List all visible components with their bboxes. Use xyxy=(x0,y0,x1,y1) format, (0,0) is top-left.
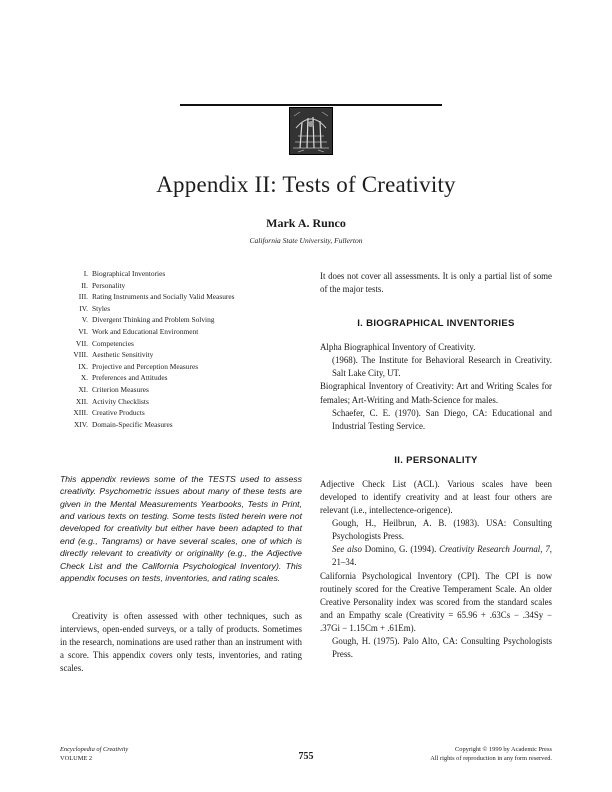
toc-label: Biographical Inventories xyxy=(92,269,166,278)
toc-item[interactable] xyxy=(60,314,300,326)
toc-number: I. xyxy=(83,269,88,278)
toc-item[interactable] xyxy=(60,372,300,384)
toc-item[interactable] xyxy=(60,268,300,280)
toc-label: Domain-Specific Measures xyxy=(92,419,173,429)
toc-label: Work and Educational Environment xyxy=(92,326,199,336)
toc-item[interactable] xyxy=(60,291,300,303)
rights-line: All rights of reproduction in any form reserved. xyxy=(430,754,552,762)
entry-reference: Gough, H. (1975). Palo Alto, CA: Consulting Psychologists Press. xyxy=(332,635,552,660)
encyclopedia-name: Encyclopedia of Creativity xyxy=(60,746,129,753)
footer-right xyxy=(430,746,552,763)
toc-label: Projective and Perception Measures xyxy=(92,361,199,371)
entry-reference: Schaefer, C. E. (1970). San Diego, CA: Educational and Industrial Testing Service. xyxy=(332,407,552,431)
toc-number: XII. xyxy=(75,396,88,406)
toc-number: VII. xyxy=(75,338,88,348)
section-heading-biographical: I. BIOGRAPHICAL INVENTORIES xyxy=(357,318,515,330)
toc-item[interactable] xyxy=(60,361,300,373)
toc-number: VI. xyxy=(78,326,88,336)
section-heading-personality: II. PERSONALITY xyxy=(394,454,478,466)
toc-item[interactable] xyxy=(60,407,300,419)
toc-number: XI. xyxy=(78,384,88,394)
see-also-label: See also xyxy=(332,544,362,555)
toc-item[interactable] xyxy=(60,419,300,431)
author-name: Mark A. Runco xyxy=(266,216,346,230)
toc-item[interactable] xyxy=(60,280,300,292)
toc-item[interactable] xyxy=(60,338,300,350)
abstract-paragraph: This appendix reviews some of the TESTS used to assess creativity. Psychometric issues about many of these tests are given in the Mental Measurements Yearbooks, Tests in Print, and various texts on testing. Some tests listed herein were not developed for creativity but either have been adapted to that end (e.g., Tangrams) or have several scales, one of which is directly relevant to creativity or originality (e.g., the Adjective Check List and the California Psychological Inventory). This appendix focuses on tests, inventories, and rating scales. xyxy=(60,473,302,583)
chapter-emblem-image xyxy=(289,107,333,155)
toc-number: IX. xyxy=(78,361,88,371)
toc-label: Creative Products xyxy=(92,408,145,418)
entry-title: Biographical Inventory of Creativity: Art and Writing Scales for females; Art-Writing and Math-Science for males. xyxy=(320,381,552,405)
toc-number: XIV. xyxy=(73,419,88,429)
entry-see-also xyxy=(320,543,552,569)
toc-label: Criterion Measures xyxy=(92,384,149,394)
toc-item[interactable] xyxy=(60,326,300,338)
author-affiliation: California State University, Fullerton xyxy=(249,236,363,245)
table-of-contents xyxy=(60,268,300,430)
toc-label: Competencies xyxy=(92,338,134,348)
journal-pages: 21–34. xyxy=(332,557,357,568)
copyright-line: Copyright © 1999 by Academic Press xyxy=(455,746,552,753)
entry-title: Adjective Check List (ACL). Various scales have been developed to identify creativity and at least four others are relevant (i.e., intellectence-origence). xyxy=(320,478,552,516)
entry-title: California Psychological Inventory (CPI). The CPI is now routinely scored for the Creative Temperament Scale. An older Creative Personality index was scored from the standard scales and an Empathy scale (Creativity = 65.96 + .63Cs − .34Sy − .37Gi − 1.15Cm + .61Em). xyxy=(320,570,552,633)
see-also-reference: Domino, G. (1994). xyxy=(364,544,437,555)
toc-label: Divergent Thinking and Problem Solving xyxy=(92,315,215,325)
toc-label: Activity Checklists xyxy=(92,396,149,406)
entry-title: Alpha Biographical Inventory of Creativity. xyxy=(320,342,476,353)
toc-number: II. xyxy=(81,280,88,290)
entry-reference: Gough, H., Heilbrun, A. B. (1983). USA: Consulting Psychologists Press. xyxy=(332,518,552,542)
toc-item[interactable] xyxy=(60,303,300,315)
page-title: Appendix II: Tests of Creativity xyxy=(156,172,456,197)
toc-number: V. xyxy=(81,315,88,325)
toc-label: Preferences and Attitudes xyxy=(92,373,168,383)
right-column xyxy=(320,270,552,661)
toc-number: VIII. xyxy=(73,350,88,360)
toc-item[interactable] xyxy=(60,396,300,408)
toc-label: Personality xyxy=(92,280,126,290)
toc-label: Rating Instruments and Socially Valid Measures xyxy=(92,292,235,302)
page-number: 755 xyxy=(298,751,314,762)
toc-number: IV. xyxy=(79,303,88,313)
toc-number: III. xyxy=(78,292,88,302)
toc-item[interactable] xyxy=(60,384,300,396)
toc-label: Aesthetic Sensitivity xyxy=(92,350,154,360)
toc-item[interactable] xyxy=(60,349,300,361)
title-rule xyxy=(180,104,442,106)
journal-name: Creativity Research Journal, 7, xyxy=(439,544,552,555)
intro-paragraph: Creativity is often assessed with other techniques, such as interviews, open-ended surveys, or a tally of products. Sometimes in the research, nominations are used rather than an instrument with a score. This appendix covers only tests, inventories, and rating scales. xyxy=(60,610,302,674)
volume-label: VOLUME 2 xyxy=(60,754,93,762)
toc-label: Styles xyxy=(92,303,111,313)
intro-continued: It does not cover all assessments. It is only a partial list of some of the major tests. xyxy=(320,271,552,295)
toc-number: XIII. xyxy=(73,408,88,418)
entry-reference: (1968). The Institute for Behavioral Research in Creativity. Salt Lake City, UT. xyxy=(332,355,552,379)
toc-number: X. xyxy=(80,373,88,383)
